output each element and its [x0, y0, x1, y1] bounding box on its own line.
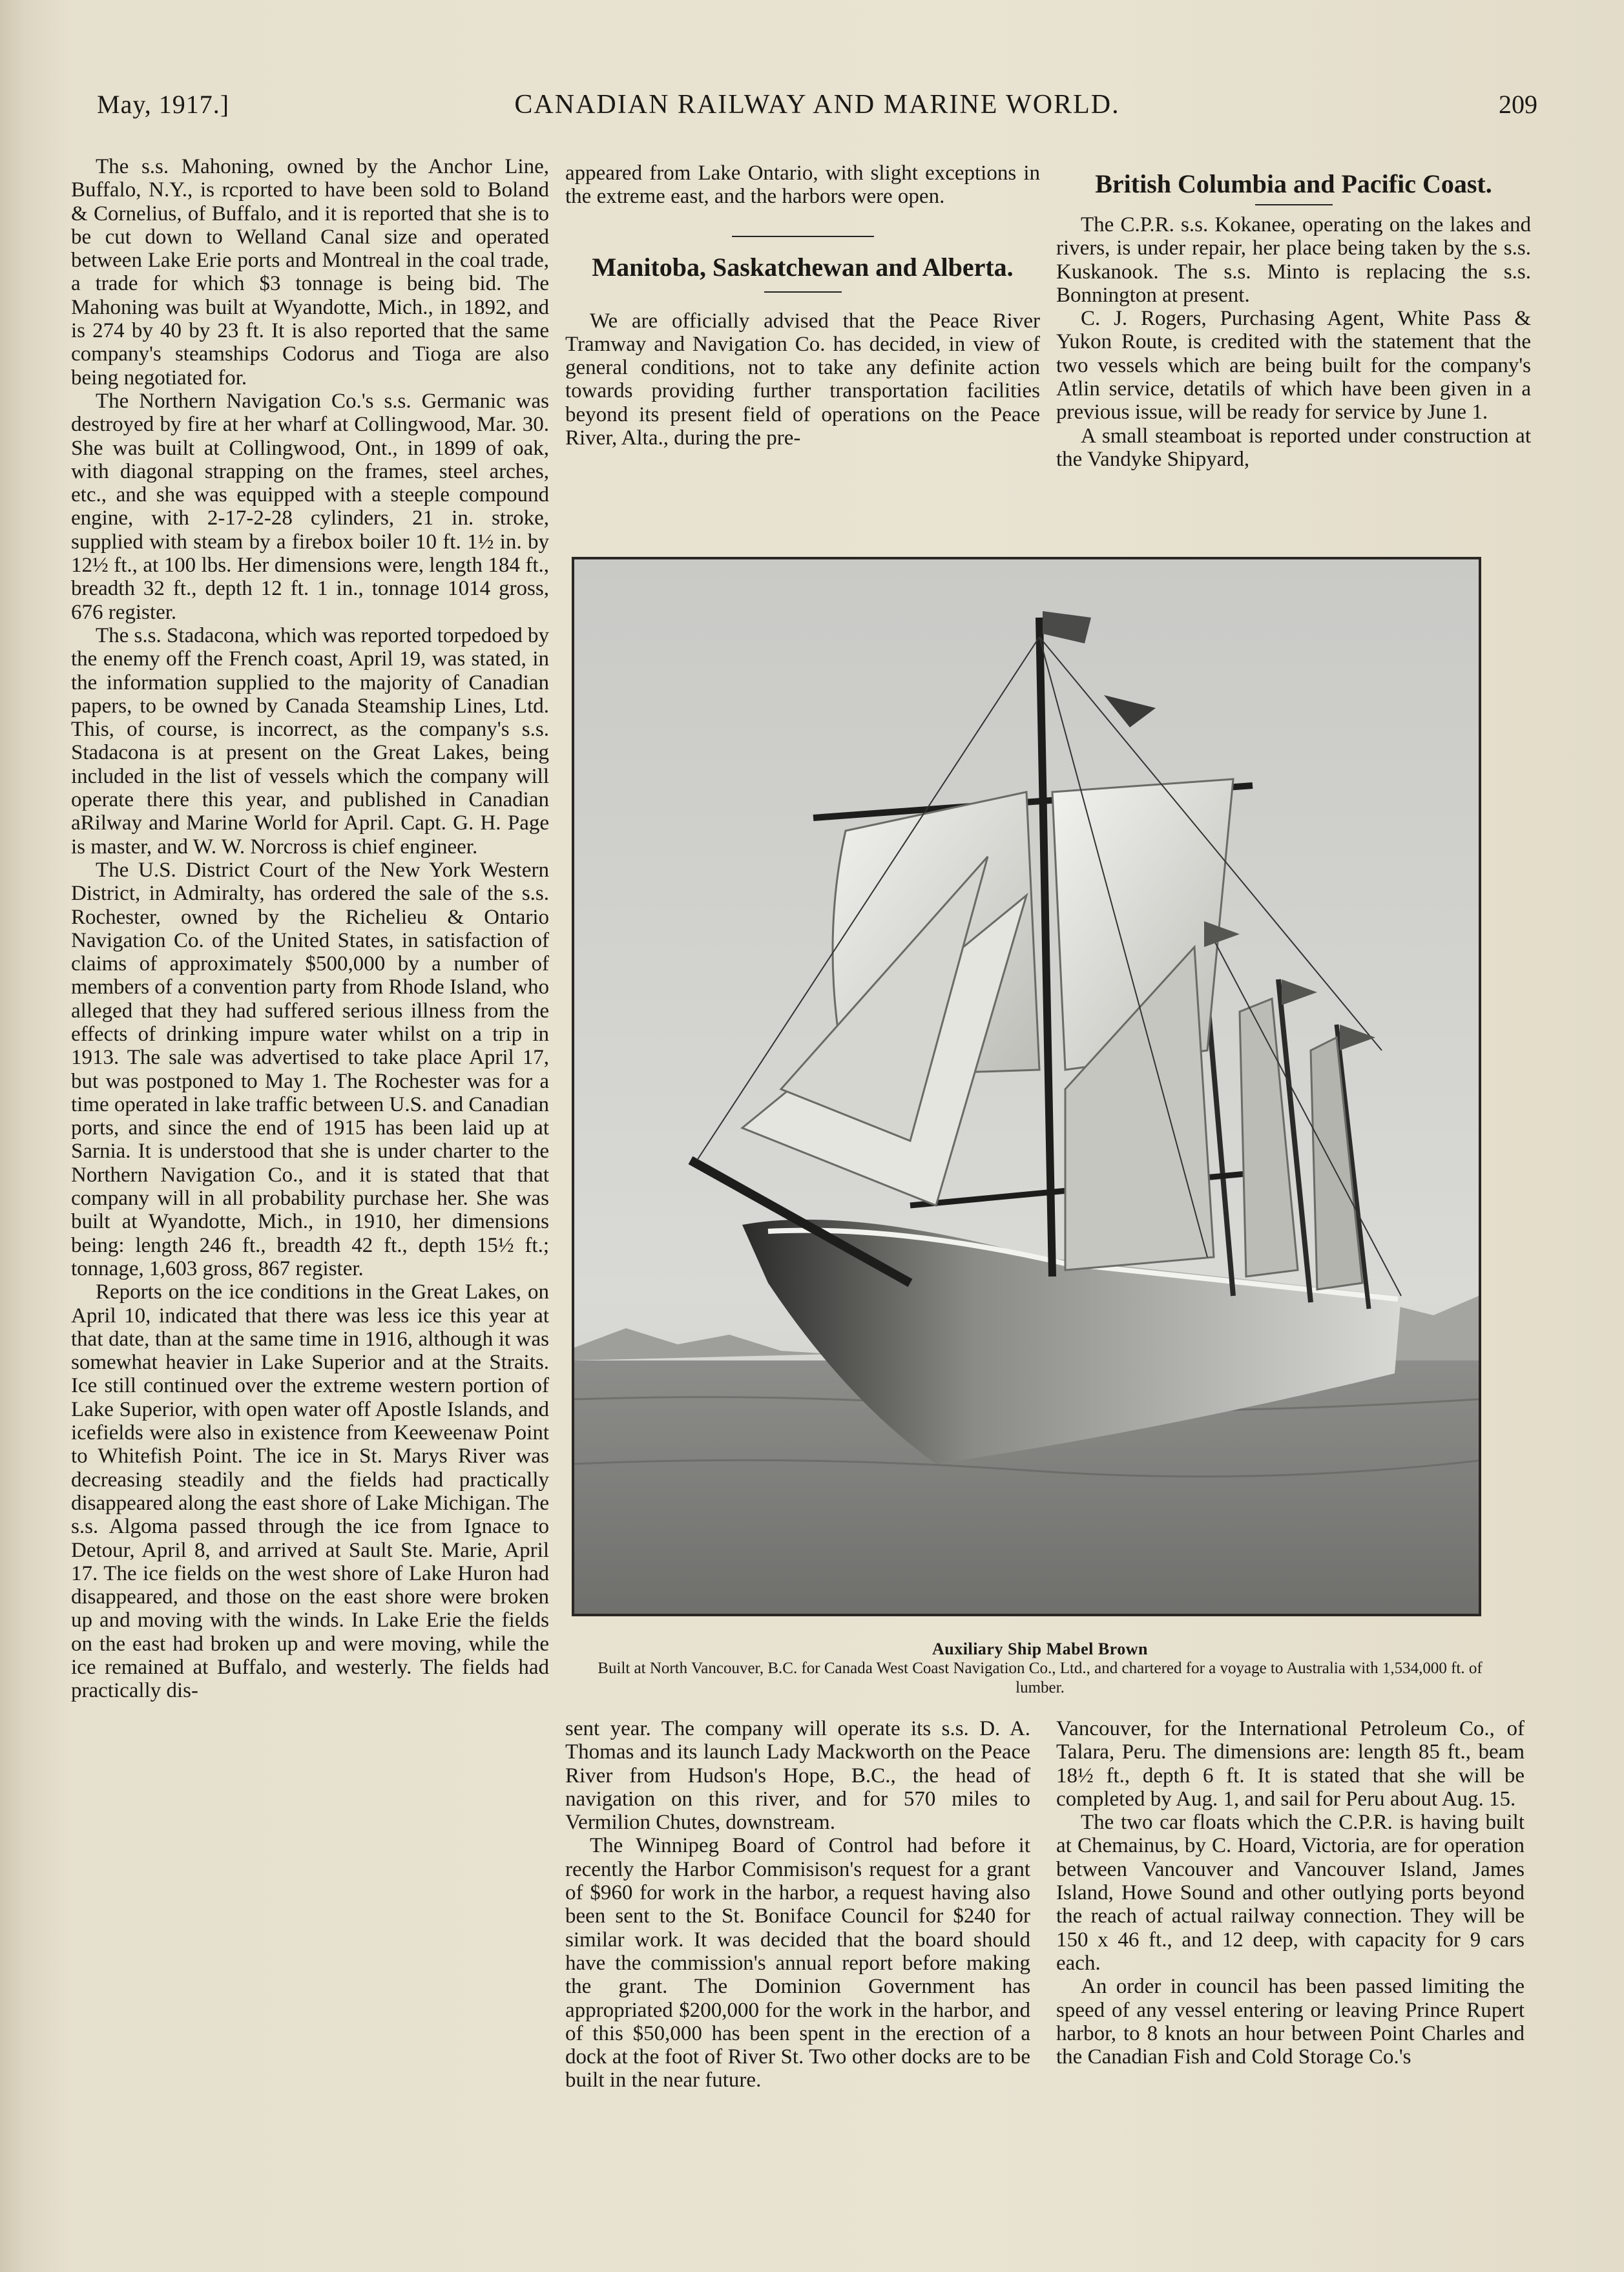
article-white-pass: C. J. Rogers, Purchasing Agent, White Pass & Yukon Route, is credited with the statement that the two vessels which are being built for the company's Atlin service, detatils of which have been given in a previous issue, will be ready for service by June 1.	[1056, 307, 1531, 424]
article-prince-rupert: An order in council has been passed limiting the speed of any vessel entering or leaving Prince Rupert harbor, to 8 knots an hour between Point Charles and the Canadian Fish and Cold Storage Co.'s	[1056, 1975, 1525, 2069]
article-germanic: The Northern Navigation Co.'s s.s. Germanic was destroyed by fire at her wharf at Collingwood, Mar. 30. She was built at Collingwood, Ont., in 1899 of oak, with diagonal strapping on the frames, steel arches, etc., and she was equipped with a steeple compound engine, with 2-17-2-28 cylinders, 21 in. stroke, supplied with steam by a firebox boiler 10 ft. 1½ in. by 12½ ft., at 100 lbs. Her dimensions were, length 184 ft., breadth 32 ft., depth 12 ft. 1 in., tonnage 1014 gross, 676 register.	[71, 389, 549, 624]
article-car-floats: The two car floats which the C.P.R. is having built at Chemainus, by C. Hoard, Victoria, are for operation between Vancouver and Vancouver Island, James Island, Howe Sound and other outlying ports beyond the reach of actual railway connection. They will be 150 x 46 ft., and 12 deep, with capacity for 9 cars each.	[1056, 1811, 1525, 1975]
title-rule	[1255, 204, 1333, 205]
journal-title: CANADIAN RAILWAY AND MARINE WORLD.	[514, 90, 1120, 120]
title-rule	[764, 291, 842, 293]
section-divider	[732, 236, 874, 237]
article-stadacona: The s.s. Stadacona, which was reported torpedoed by the enemy off the French coast, April 19, was stated, in the information supplied to the majority of Canadian papers, to be owned by Canada Steamship Lines, Ltd. This, of course, is incorrect, as the company's s.s. Stadacona is at present on the Great Lakes, being included in the list of vessels which the company will operate there this year, and published in Canadian aRilway and Marine World for April. Capt. G. H. Page is master, and W. W. Norcross is chief engineer.	[71, 623, 549, 859]
caption-title: Auxiliary Ship Mabel Brown	[932, 1640, 1148, 1658]
article-mahoning: The s.s. Mahoning, owned by the Anchor Line, Buffalo, N.Y., is rcported to have been sold to Boland & Cornelius, of Buffalo, and it is reported that she is to be cut down to Welland Canal size and operated between Lake Erie ports and Montreal in the coal trade, a trade for which $3 tonnage is being bid. The Mahoning was built at Wyandotte, Mich., in 1892, and is 274 by 40 by 23 ft. It is also reported that the same company's steamships Codorus and Tioga are also being negotiated for.	[71, 155, 549, 390]
figure-caption	[572, 1640, 1508, 1698]
article-rochester: The U.S. District Court of the New York Western District, in Admiralty, has ordered the sale of the s.s. Rochester, owned by the Richelieu & Ontario Navigation Co. of the United States, in satisfaction of claims of approximately $500,000 by a number of members of a convention party from Rhode Island, who alleged that they had suffered serious illness from the effects of drinking impure water whilst on a trip in 1913. The sale was advertised to take place April 17, but was postponed to May 1. The Rochester was for a time operated in lake traffic between U.S. and Canadian ports, and since the end of 1915 has been laid up at Sarnia. It is understood that she is under charter to the Northern Navigation Co., and it is stated that that company will in all probability purchase her. She was built at Wyandotte, Mich., in 1910, her dimensions being: length 246 ft., breadth 42 ft., depth 15½ ft.; tonnage, 1,603 gross, 867 register.	[71, 858, 549, 1280]
peace-river-continuation: sent year. The company will operate its s.s. D. A. Thomas and its launch Lady Mackworth on the Peace River from Hudson's Hope, B.C., the head of navigation on this river, and for 570 miles to Vermilion Chutes, downstream.	[565, 1717, 1030, 1835]
ship-photograph	[572, 557, 1481, 1616]
section-title-prairies: Manitoba, Saskatchewan and Alberta.	[592, 252, 1014, 282]
column-middle-top	[565, 162, 1040, 450]
column-left	[71, 155, 549, 1703]
article-vandyke: A small steamboat is reported under construction at the Vandyke Shipyard,	[1056, 424, 1531, 471]
page-header	[97, 89, 1537, 128]
column-right-bottom	[1056, 1717, 1525, 2069]
sailing-ship-illustration	[574, 559, 1479, 1614]
article-winnipeg-harbor: The Winnipeg Board of Control had before it recently the Harbor Commisison's request for a grant of $960 for work in the harbor, a request having also been sent to the St. Boniface Council for $240 for similar work. It was decided that the board should have the commission's annual report before making the grant. The Dominion Government has appropriated $200,000 for the work in the harbor, and of this $50,000 has been spent in the erection of a dock at the foot of River St. Two other docks are to be built in the near future.	[565, 1834, 1030, 2092]
ice-continuation: appeared from Lake Ontario, with slight exceptions in the extreme east, and the harbors were open.	[565, 162, 1040, 209]
article-ice-conditions: Reports on the ice conditions in the Great Lakes, on April 10, indicated that there was less ice this year at that date, than at the same time in 1916, although it was somewhat heavier in Lake Superior and at the Straits. Ice still continued over the extreme western portion of Lake Superior, with open water off Apostle Islands, and icefields were also in existence from Keeweenaw Point to Whitefish Point. The ice in St. Marys River was decreasing steadily and the fields had practically disappeared along the east shore of Lake Michigan. The s.s. Algoma passed through the ice from Ignace to Detour, April 8, and arrived at Sault Ste. Marie, April 17. The ice fields on the west shore of Lake Huron had disappeared, and those on the east shore were broken up and moving with the winds. In Lake Erie the fields on the east had broken up and were moving, while the ice remained at Buffalo, and westerly. The fields had practically dis-	[71, 1280, 549, 1703]
caption-text: Built at North Vancouver, B.C. for Canada West Coast Navigation Co., Ltd., and chartered for a voyage to Australia with 1,534,000 ft. of lumber.	[598, 1660, 1483, 1696]
article-kokanee: The C.P.R. s.s. Kokanee, operating on the lakes and rivers, is under repair, her place being taken by the s.s. Kuskanook. The s.s. Minto is replacing the s.s. Bonnington at present.	[1056, 213, 1531, 307]
section-title-bc: British Columbia and Pacific Coast.	[1095, 169, 1492, 198]
vandyke-continuation: Vancouver, for the International Petroleum Co., of Talara, Peru. The dimensions are: length 85 ft., beam 18½ ft., depth 6 ft. It is stated that she will be completed by Aug. 1, and sail for Peru about Aug. 15.	[1056, 1717, 1525, 1811]
column-middle-bottom	[565, 1717, 1030, 2092]
column-right-top	[1056, 168, 1531, 471]
page-number: 209	[1499, 90, 1537, 119]
issue-date: May, 1917.]	[97, 90, 230, 119]
article-peace-river: We are officially advised that the Peace River Tramway and Navigation Co. has decided, in view of general conditions, not to take any definite action towards providing further transportation facilities beyond its present field of operations on the Peace River, Alta., during the pre-	[565, 309, 1040, 450]
